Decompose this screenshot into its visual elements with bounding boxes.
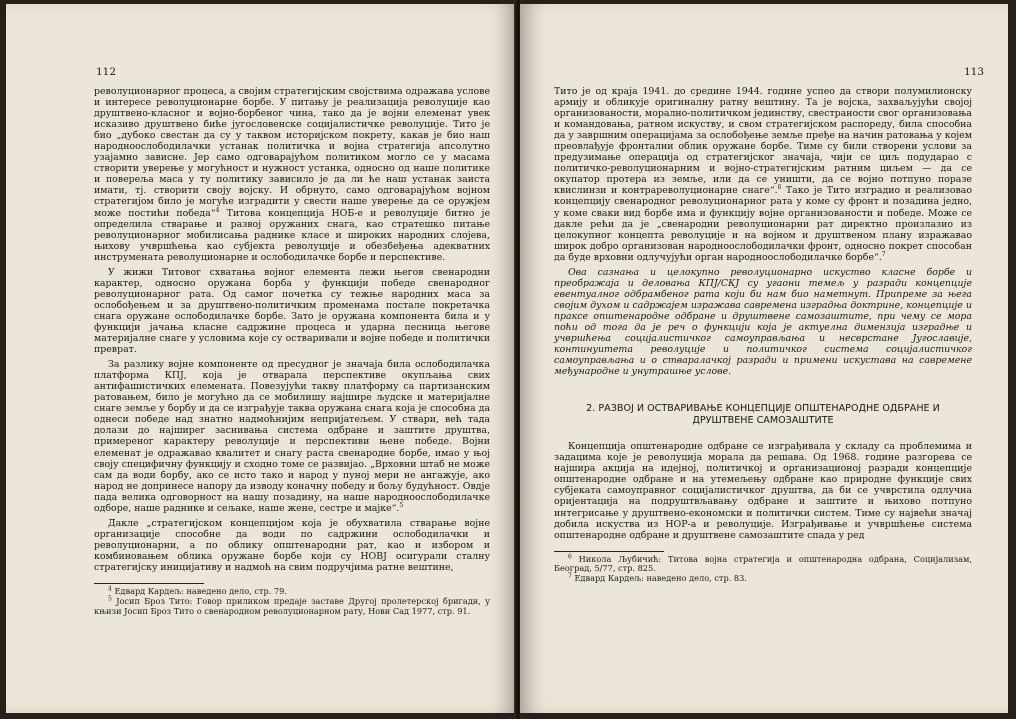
left-page-text — [94, 86, 490, 616]
footnote: $^4$ Едвард Кардељ: наведено дело, стр. 79. — [108, 585, 287, 597]
footnote-divider — [554, 551, 664, 552]
footnote: $^5$ Јосип Броз Тито: Говор приликом предаје заставе Другој пролетерској бригади, у књизи Јосип Броз Тито о свенародном револуционарном рату, Нови Сад 1977, стр. 91. — [94, 595, 490, 616]
paragraph: Концепција општенародне одбране се изграђивала у складу са проблемима и задацима које је револуција морала да решава. Од 1968. године разгорева се најшира акција на идејној, политичкој и организационој разради концепције општенародне одбране и на утемељењу одбране као природне функције свих субјеката самоуправног социјалистичког друштва, да би се учврстила одлучна оријентација на подруштвљавању одбране и заштите и њихово потпуно интегрисање у друштвено-економски и политички систем. Тиме су највећи значај добила искуства из НОР-а и револуције. Изграђивање и учвршћење система општенародне одбране и друштвене самозаштите спада у ред — [554, 441, 972, 541]
footnote-divider — [94, 583, 204, 584]
paragraph-italic: Ова сазнања и целокупно револуционарно искуство класне борбе и преображаја и деловања КПЈ/СКЈ су угаони темељ у разради концепције евентуалног одбрамбеног рата који би нам био наметнут. Припреме за њега својим духом и садржајем изражава савремена изградња доктрине, концепције и праксе општенародне одбране и друштвене самозаштите, при чему се мора поћи од тога да је реч о функцији која је актуелна димензија изградње и учвршћења социјалистичког самоуправљања и несврстане Југославије, континуитета револуције и политичког система социјалистичког самоуправљања и о стваралачкој разради и примени искустава на савремене међународне и унутрашње услове. — [554, 266, 972, 378]
right-page — [520, 4, 1008, 713]
right-page-text — [554, 86, 972, 584]
page-number-left: 112 — [96, 66, 117, 78]
paragraph: револуционарног процеса, а својим стратегијским својствима одражава услове и интересе револуционарне борбе. У питању је реализација револуције као друштвено-класног и војно-борбеног чина, тако да је војни елеменат увек исказиво друштвено биће југословенске социјалистичке револуције. Тито је био „дубоко свестан да су у таквом историјском покрету, какав је био наш народноослободилачки устанак политичка и војна стратегија апсолутно узајамно зависне. Јер само одговарајућом политиком могло се у масама створити уверење у могућност и нужност устанка, односно од наше политике и повереља маса у ту политику зависило је да ли ће наш устанак заиста имати, тј. створити своју војску. И обрнуто, само одговарајућом војном стратегијом било је могуће изградити у свести наше уверење да се оружјем може постићи победа“$^4$ Титова концепција НОБ-е и револуције битно је определила стварање и развој оружаних снага, као стратешко питање револуционарног мобилисања раднике класе и широких народних слојева, њихову учвршћења као субјекта револуције и обезбеђења адекватних инструмената револуционарне и ослободилачке борбе и перспективе. — [94, 86, 490, 263]
page-number-right: 113 — [963, 66, 984, 78]
paragraph: За разлику војне компоненте од пресудног је значаја била ослободилачка платформа КПЈ, која је отварала перспективе окупљања свих антифашистичких елемената. Повезујући такву платформу са партизанским ратовањем, било је могућно да се мобилишу најшире људске и материјалне снаге земље у борбу и да се изграђује таква оружана снага која је способна да однеси победе над знатно надмоћнијим непријатељем. У ствари, већ тада долази до најширег заснивања система одбране и заштите друштва, примереног карактеру револуције и перспективи њене победе. Војни елеменат је одражавао квалитет и снагу раста свенародне борбе, имао у њој своју специфичну функцију и сходно томе се развијао. „Врховни штаб не може сам да води борбу, ако се исто тако и народ у пуној мери не ангажује, ако народ не допринесе напору да изводу коначну победу и бољу будућност. Овдје пада велика одговорност на нашу позадину, на наше народноослободилачке одборе, наше раднике и сељаке, наше жене, сестре и мајке“.$^5$ — [94, 359, 490, 514]
paragraph: Дакле „стратегијском концепцијом која је обухватила стварање војне организације способне да води по садржини ослободилачки и револуционарни, а по облику општенародни рат, као и избором и комбиновањем облика оружане борбе који су НОВЈ осигурали сталну стратегијску иницијативу и надмоћ на свим подручјима ратне вештине, — [94, 517, 490, 573]
paragraph: У жижи Титовог схватања војног елемента лежи његов свенародни карактер, односно оружана борба у функцији победе свенародног револуционарног рата. Од самог почетка су тежње народних маса за ослобођењем и за друштвено-политичким променама постале покретачка снага оружане ослободилачке борбе. Зато је оружана компонента била и у функцији јачања класне садржине процеса и ударна песница његове материјалне снаге у условима које су остваривали и војне победе и политички преврат. — [94, 266, 490, 356]
footnote: $^6$ Никола Љубичић: Титова војна стратегија и општенародна одбрана, Социјализам, Београд, 5/77, стр. 825. — [554, 552, 972, 574]
paragraph: Тито је од краја 1941. до средине 1944. године успео да створи полумилионску армију и обликује оригиналну ратну вештину. Та је војска, захваљујући својој организованости, морално-политичком јединству, свестраности свог организовања и командовања, ратном искуству, и свом стратегијском распореду, била способна да у завршним операцијама за ослобођење земље пређе на начин ратовања у којем преовлађује фронтални облик оружане борбе. Тиме су били створени услови за предузимање операција од стратегијског значаја, чији се циљ подударао с политичко-револуционарним и војно-стратегијским ратним циљем — да се окупатор протера из земље, или да се уништи, да се војно потпуно поразе квислинзи и контрареволуционарне снаге“.$^6$ Тако је Тито изградио и реализовао концепцију свенародног револуционарног рата у коме су фронт и позадина једно, у коме сваки вид борбе има и функцију војне организованости и победе. Може се дакле рећи да је „свенародни револуционарни рат директно произлазио из целокупног концепта револуције и на војном и друштвеном плану изражавао широк добро организован народноослободилачки фронт, односно покрет способан да буде врховни одлучујући орган народноослободилачке борбе“.$^7$ — [554, 86, 973, 263]
footnote: $^7$ Едвард Кардељ: наведено дело, стр. 83. — [568, 572, 747, 584]
left-page — [6, 4, 516, 713]
section-heading: 2. РАЗВОЈ И ОСТВАРИВАЊЕ КОНЦЕПЦИЈЕ ОПШТЕНАРОДНЕ ОДБРАНЕ И ДРУШТВЕНЕ САМОЗАШТИТЕ — [586, 403, 940, 427]
